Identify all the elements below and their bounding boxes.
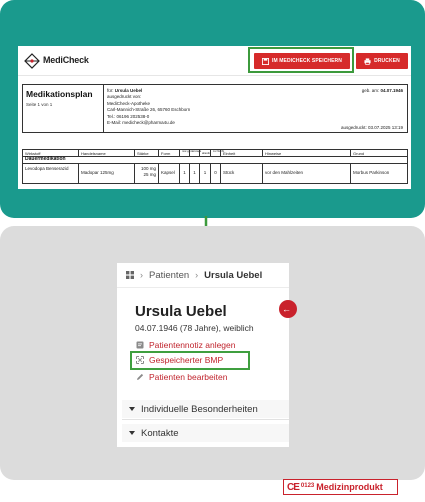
page-info: Seite 1 von 1 [26, 102, 53, 107]
cell-grund: Morbus Parkinson [350, 164, 409, 183]
cell-mittags: 1 [189, 164, 199, 183]
pencil-icon [136, 373, 144, 381]
breadcrumb-patients[interactable]: Patienten [149, 269, 190, 281]
cell-handelsname: Madopar 125mg [78, 164, 134, 183]
note-icon [136, 341, 144, 349]
cell-wirkstoff: Levodopa Benserazid [25, 166, 69, 171]
accordion-label: Kontakte [141, 427, 179, 439]
divider [122, 419, 289, 420]
add-patient-note-label: Patientennotiz anlegen [149, 340, 236, 350]
breadcrumb-current: Ursula Uebel [204, 269, 263, 281]
caret-down-icon [129, 407, 135, 411]
ce-mark: CE [287, 481, 299, 493]
edit-patient-label: Patienten bearbeiten [149, 372, 228, 382]
cell-einheit: Stück [220, 164, 262, 183]
col-einheit: Einheit [220, 150, 262, 156]
document-toolbar [18, 46, 411, 76]
caret-down-icon [129, 431, 135, 435]
address-line: MediCheck-Apotheke [107, 100, 151, 106]
col-mittags: mit-tags [189, 150, 199, 156]
medication-plan-document [18, 46, 411, 189]
brand-name: MediCheck [43, 55, 89, 65]
bmp-code-icon [136, 356, 144, 364]
col-hinweise: Hinweise [262, 150, 350, 156]
breadcrumb [117, 263, 289, 287]
col-wirkstoff: Wirkstoff [25, 151, 41, 156]
address-prefix: für: [107, 88, 115, 93]
dob-value: 04.07.1946 [380, 88, 403, 93]
ce-medical-device-label [283, 479, 398, 495]
col-handelsname: Handelsname [78, 150, 134, 156]
cell-morgens: 1 [179, 164, 189, 183]
table-row [22, 164, 408, 184]
col-morgens: mor-gens [179, 150, 189, 156]
save-in-medicheck-button[interactable] [254, 53, 350, 69]
col-staerke: Stärke [134, 150, 158, 156]
print-button[interactable] [356, 53, 408, 69]
chevron-right-icon: › [195, 270, 199, 280]
address-line: ausgedruckt von: [107, 94, 142, 100]
col-form: Form [158, 150, 179, 156]
address-line: E-Mail: medicheck@pharma4u.de [107, 120, 175, 126]
saved-bmp-label: Gespeicherter BMP [149, 355, 224, 365]
chevron-right-icon: › [140, 270, 143, 280]
dob-label: geb. am: [361, 88, 381, 93]
save-button-label: IM MEDICHECK SPEICHERN [272, 58, 342, 64]
section-heading: Dauermedikation [22, 156, 408, 164]
patient-name: Ursula Uebel [135, 303, 227, 320]
edit-patient-link[interactable] [136, 372, 227, 382]
divider [117, 287, 289, 288]
accordion-label: Individuelle Besonderheiten [141, 403, 258, 415]
saved-bmp-link[interactable] [136, 355, 223, 365]
address-block [107, 88, 190, 126]
cell-abends: 1 [199, 164, 210, 183]
accordion-contacts[interactable] [122, 424, 289, 442]
accordion-individual-features[interactable] [122, 400, 289, 418]
print-button-label: DRUCKEN [374, 58, 400, 64]
add-patient-note-link[interactable] [136, 340, 236, 350]
col-abends: abends [199, 150, 210, 156]
dashboard-grid-icon[interactable] [126, 271, 134, 279]
patient-card [117, 263, 289, 447]
cell-staerke: 100 mg 25 mg [134, 164, 158, 183]
printed-date: ausgedruckt: 03.07.2025 13:19 [340, 125, 403, 130]
plan-title: Medikationsplan [26, 89, 93, 99]
address-line: Carl-Mannich-Straße 26, 65760 Eschborn [107, 107, 191, 113]
address-line: Tel.: 06196 202538-0 [107, 113, 150, 119]
col-grund: Grund [350, 150, 409, 156]
medical-device-text: Medizinprodukt [316, 482, 383, 492]
col-nacht: zur Nacht [210, 150, 220, 156]
cell-hinweise: vor den Mahlzeiten [262, 164, 350, 183]
header-divider [103, 85, 104, 132]
cell-form: Kapsel [158, 164, 179, 183]
back-arrow-icon[interactable]: ← [279, 300, 297, 318]
medicheck-logo-icon [24, 53, 40, 69]
dob-print [362, 88, 403, 93]
patient-info: 04.07.1946 (78 Jahre), weiblich [135, 323, 254, 333]
printer-icon [364, 58, 371, 65]
patient-name-print: Ursula Uebel [114, 88, 143, 93]
save-icon [262, 58, 269, 65]
cell-nacht: 0 [210, 164, 220, 183]
ce-number: 0123 [300, 482, 315, 489]
plan-header [22, 84, 408, 133]
